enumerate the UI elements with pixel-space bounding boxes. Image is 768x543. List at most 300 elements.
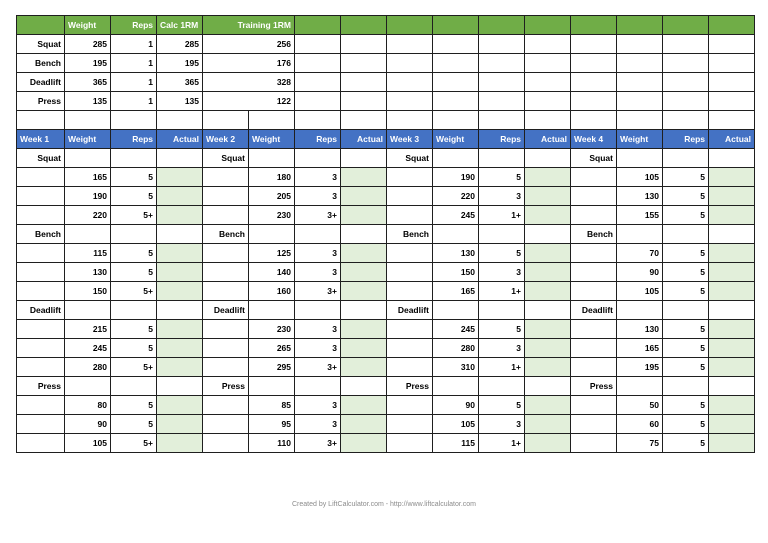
summary-reps[interactable]: 1 xyxy=(111,92,157,111)
empty-cell xyxy=(617,225,663,244)
lift-name: Deadlift xyxy=(17,301,65,320)
set-weight: 265 xyxy=(249,339,295,358)
set-weight: 165 xyxy=(65,168,111,187)
empty-cell xyxy=(571,73,617,92)
empty-cell xyxy=(65,149,111,168)
set-reps: 5 xyxy=(479,244,525,263)
summary-calc-1rm: 135 xyxy=(157,92,203,111)
set-weight: 195 xyxy=(617,358,663,377)
set-weight: 190 xyxy=(433,168,479,187)
set-weight: 90 xyxy=(433,396,479,415)
empty-cell xyxy=(17,282,65,301)
empty-cell xyxy=(249,149,295,168)
empty-cell xyxy=(525,92,571,111)
empty-cell xyxy=(295,111,341,130)
set-row xyxy=(17,206,755,225)
set-reps: 3+ xyxy=(295,282,341,301)
empty-cell xyxy=(663,35,709,54)
actual-reps-input[interactable] xyxy=(525,358,571,377)
actual-reps-input[interactable] xyxy=(709,320,755,339)
set-weight: 230 xyxy=(249,320,295,339)
actual-reps-input[interactable] xyxy=(709,263,755,282)
set-weight: 295 xyxy=(249,358,295,377)
set-weight: 50 xyxy=(617,396,663,415)
empty-cell xyxy=(709,301,755,320)
week-header-actual: Actual xyxy=(341,130,387,149)
set-reps: 5 xyxy=(479,396,525,415)
actual-reps-input[interactable] xyxy=(157,339,203,358)
summary-weight[interactable]: 195 xyxy=(65,54,111,73)
summary-weight[interactable]: 285 xyxy=(65,35,111,54)
week-header-actual: Actual xyxy=(525,130,571,149)
set-reps: 3 xyxy=(479,339,525,358)
empty-cell xyxy=(17,206,65,225)
set-weight: 130 xyxy=(617,187,663,206)
actual-reps-input[interactable] xyxy=(157,187,203,206)
week-label: Week 4 xyxy=(571,130,617,149)
empty-cell xyxy=(525,225,571,244)
set-reps: 5 xyxy=(111,244,157,263)
empty-cell xyxy=(387,73,433,92)
empty-cell xyxy=(525,35,571,54)
empty-cell xyxy=(387,434,433,453)
empty-cell xyxy=(479,301,525,320)
set-row xyxy=(17,434,755,453)
empty-cell xyxy=(479,35,525,54)
empty-cell xyxy=(571,35,617,54)
set-weight: 125 xyxy=(249,244,295,263)
set-reps: 3 xyxy=(479,187,525,206)
empty-cell xyxy=(479,149,525,168)
empty-cell xyxy=(65,111,111,130)
actual-reps-input[interactable] xyxy=(525,244,571,263)
actual-reps-input[interactable] xyxy=(525,187,571,206)
actual-reps-input[interactable] xyxy=(709,282,755,301)
empty-cell xyxy=(617,301,663,320)
empty-cell xyxy=(17,187,65,206)
summary-training-1rm: 256 xyxy=(203,35,295,54)
empty-cell xyxy=(295,35,341,54)
summary-reps[interactable]: 1 xyxy=(111,35,157,54)
actual-reps-input[interactable] xyxy=(341,244,387,263)
week-label: Week 3 xyxy=(387,130,433,149)
empty-cell xyxy=(111,377,157,396)
summary-weight[interactable]: 135 xyxy=(65,92,111,111)
empty-cell xyxy=(17,339,65,358)
empty-cell xyxy=(663,73,709,92)
summary-reps[interactable]: 1 xyxy=(111,73,157,92)
set-reps: 5 xyxy=(111,415,157,434)
set-row xyxy=(17,415,755,434)
empty-cell xyxy=(111,149,157,168)
set-row xyxy=(17,244,755,263)
set-weight: 245 xyxy=(65,339,111,358)
set-reps: 3+ xyxy=(295,206,341,225)
empty-cell xyxy=(617,92,663,111)
header-empty-cell xyxy=(341,16,387,35)
empty-cell xyxy=(571,320,617,339)
set-reps: 5+ xyxy=(111,282,157,301)
actual-reps-input[interactable] xyxy=(157,206,203,225)
empty-cell xyxy=(433,73,479,92)
set-weight: 75 xyxy=(617,434,663,453)
set-weight: 245 xyxy=(433,206,479,225)
empty-cell xyxy=(571,282,617,301)
empty-cell xyxy=(709,377,755,396)
actual-reps-input[interactable] xyxy=(709,187,755,206)
week-header-actual: Actual xyxy=(157,130,203,149)
empty-cell xyxy=(65,301,111,320)
actual-reps-input[interactable] xyxy=(525,396,571,415)
empty-cell xyxy=(387,396,433,415)
summary-weight[interactable]: 365 xyxy=(65,73,111,92)
empty-cell xyxy=(341,225,387,244)
actual-reps-input[interactable] xyxy=(157,358,203,377)
empty-cell xyxy=(295,225,341,244)
actual-reps-input[interactable] xyxy=(157,415,203,434)
set-weight: 245 xyxy=(433,320,479,339)
set-reps: 1+ xyxy=(479,434,525,453)
empty-cell xyxy=(387,415,433,434)
set-reps: 3+ xyxy=(295,434,341,453)
empty-cell xyxy=(111,111,157,130)
empty-cell xyxy=(433,54,479,73)
actual-reps-input[interactable] xyxy=(157,168,203,187)
set-reps: 3 xyxy=(479,415,525,434)
actual-reps-input[interactable] xyxy=(341,320,387,339)
actual-reps-input[interactable] xyxy=(341,187,387,206)
actual-reps-input[interactable] xyxy=(525,206,571,225)
empty-cell xyxy=(433,149,479,168)
summary-header-reps: Reps xyxy=(111,16,157,35)
empty-cell xyxy=(387,282,433,301)
empty-cell xyxy=(203,320,249,339)
week-label: Week 2 xyxy=(203,130,249,149)
footer-credit: Created by LiftCalculator.com - http://www.liftcalculator.com xyxy=(291,501,477,508)
empty-cell xyxy=(17,358,65,377)
set-reps: 3 xyxy=(479,263,525,282)
empty-cell xyxy=(295,377,341,396)
empty-cell xyxy=(387,244,433,263)
actual-reps-input[interactable] xyxy=(157,263,203,282)
week-header-row xyxy=(17,130,755,149)
actual-reps-input[interactable] xyxy=(709,206,755,225)
set-reps: 5 xyxy=(111,263,157,282)
set-reps: 5 xyxy=(111,339,157,358)
set-reps: 5 xyxy=(111,187,157,206)
actual-reps-input[interactable] xyxy=(341,206,387,225)
actual-reps-input[interactable] xyxy=(709,339,755,358)
set-weight: 165 xyxy=(617,339,663,358)
actual-reps-input[interactable] xyxy=(525,263,571,282)
empty-cell xyxy=(17,434,65,453)
empty-cell xyxy=(387,111,433,130)
actual-reps-input[interactable] xyxy=(157,396,203,415)
actual-reps-input[interactable] xyxy=(341,339,387,358)
empty-cell xyxy=(203,282,249,301)
lift-name: Press xyxy=(571,377,617,396)
empty-cell xyxy=(341,111,387,130)
empty-cell xyxy=(525,301,571,320)
week-header-weight: Weight xyxy=(249,130,295,149)
header-empty-cell xyxy=(387,16,433,35)
set-reps: 5 xyxy=(663,244,709,263)
empty-cell xyxy=(17,111,65,130)
summary-training-1rm: 328 xyxy=(203,73,295,92)
lift-name: Deadlift xyxy=(17,73,65,92)
actual-reps-input[interactable] xyxy=(709,415,755,434)
summary-header-calc-1rm: Calc 1RM xyxy=(157,16,203,35)
empty-cell xyxy=(479,111,525,130)
actual-reps-input[interactable] xyxy=(525,415,571,434)
set-reps: 3 xyxy=(295,320,341,339)
empty-cell xyxy=(387,187,433,206)
actual-reps-input[interactable] xyxy=(341,168,387,187)
set-row xyxy=(17,187,755,206)
set-weight: 115 xyxy=(65,244,111,263)
summary-training-1rm: 122 xyxy=(203,92,295,111)
week-header-weight: Weight xyxy=(433,130,479,149)
header-empty-cell xyxy=(663,16,709,35)
header-empty-cell xyxy=(295,16,341,35)
week-label: Week 1 xyxy=(17,130,65,149)
empty-cell xyxy=(709,73,755,92)
empty-cell xyxy=(571,263,617,282)
set-weight: 215 xyxy=(65,320,111,339)
lift-name-row xyxy=(17,225,755,244)
set-reps: 5 xyxy=(663,396,709,415)
set-row xyxy=(17,339,755,358)
summary-header-blank xyxy=(17,16,65,35)
week-header-reps: Reps xyxy=(111,130,157,149)
empty-cell xyxy=(17,320,65,339)
empty-cell xyxy=(571,187,617,206)
empty-cell xyxy=(387,320,433,339)
empty-cell xyxy=(571,168,617,187)
week-header-actual: Actual xyxy=(709,130,755,149)
set-reps: 1+ xyxy=(479,206,525,225)
set-reps: 5+ xyxy=(111,434,157,453)
set-reps: 5 xyxy=(663,339,709,358)
actual-reps-input[interactable] xyxy=(709,396,755,415)
empty-cell xyxy=(617,54,663,73)
empty-cell xyxy=(203,358,249,377)
empty-cell xyxy=(571,358,617,377)
actual-reps-input[interactable] xyxy=(709,358,755,377)
actual-reps-input[interactable] xyxy=(341,263,387,282)
empty-cell xyxy=(387,54,433,73)
empty-cell xyxy=(709,111,755,130)
set-reps: 5 xyxy=(663,415,709,434)
empty-cell xyxy=(111,225,157,244)
empty-cell xyxy=(387,35,433,54)
lift-name: Squat xyxy=(387,149,433,168)
empty-cell xyxy=(203,434,249,453)
empty-cell xyxy=(663,54,709,73)
lift-name: Bench xyxy=(571,225,617,244)
actual-reps-input[interactable] xyxy=(157,320,203,339)
set-reps: 5 xyxy=(663,434,709,453)
actual-reps-input[interactable] xyxy=(341,415,387,434)
empty-cell xyxy=(571,244,617,263)
lift-name: Bench xyxy=(17,225,65,244)
lift-name-row xyxy=(17,149,755,168)
empty-cell xyxy=(433,92,479,111)
spacer-row xyxy=(17,111,755,130)
empty-cell xyxy=(203,244,249,263)
set-reps: 5 xyxy=(111,320,157,339)
actual-reps-input[interactable] xyxy=(709,434,755,453)
actual-reps-input[interactable] xyxy=(341,358,387,377)
empty-cell xyxy=(571,396,617,415)
actual-reps-input[interactable] xyxy=(157,282,203,301)
header-empty-cell xyxy=(617,16,663,35)
lift-name: Press xyxy=(387,377,433,396)
summary-calc-1rm: 285 xyxy=(157,35,203,54)
set-weight: 155 xyxy=(617,206,663,225)
set-weight: 150 xyxy=(65,282,111,301)
set-weight: 95 xyxy=(249,415,295,434)
summary-row xyxy=(17,35,755,54)
set-reps: 5 xyxy=(663,358,709,377)
actual-reps-input[interactable] xyxy=(157,244,203,263)
empty-cell xyxy=(617,73,663,92)
empty-cell xyxy=(341,149,387,168)
set-weight: 130 xyxy=(433,244,479,263)
empty-cell xyxy=(433,35,479,54)
lift-name: Squat xyxy=(203,149,249,168)
summary-header-training-1rm: Training 1RM xyxy=(203,16,295,35)
lift-name-row xyxy=(17,301,755,320)
summary-training-1rm: 176 xyxy=(203,54,295,73)
week-header-weight: Weight xyxy=(617,130,663,149)
set-reps: 5 xyxy=(663,206,709,225)
set-weight: 105 xyxy=(617,282,663,301)
empty-cell xyxy=(387,206,433,225)
empty-cell xyxy=(663,301,709,320)
empty-cell xyxy=(341,73,387,92)
empty-cell xyxy=(663,149,709,168)
actual-reps-input[interactable] xyxy=(525,168,571,187)
lift-name: Deadlift xyxy=(203,301,249,320)
set-reps: 3 xyxy=(295,168,341,187)
set-reps: 5 xyxy=(663,282,709,301)
summary-reps[interactable]: 1 xyxy=(111,54,157,73)
set-reps: 5 xyxy=(479,320,525,339)
lift-name: Squat xyxy=(17,35,65,54)
empty-cell xyxy=(525,54,571,73)
empty-cell xyxy=(709,92,755,111)
empty-cell xyxy=(203,415,249,434)
empty-cell xyxy=(387,358,433,377)
empty-cell xyxy=(709,149,755,168)
header-empty-cell xyxy=(479,16,525,35)
empty-cell xyxy=(663,377,709,396)
set-reps: 3 xyxy=(295,187,341,206)
set-row xyxy=(17,168,755,187)
empty-cell xyxy=(157,149,203,168)
empty-cell xyxy=(157,111,203,130)
set-weight: 190 xyxy=(65,187,111,206)
set-weight: 90 xyxy=(65,415,111,434)
actual-reps-input[interactable] xyxy=(709,168,755,187)
set-weight: 90 xyxy=(617,263,663,282)
empty-cell xyxy=(295,149,341,168)
empty-cell xyxy=(341,377,387,396)
set-weight: 115 xyxy=(433,434,479,453)
actual-reps-input[interactable] xyxy=(341,282,387,301)
set-weight: 220 xyxy=(65,206,111,225)
lift-name: Bench xyxy=(387,225,433,244)
actual-reps-input[interactable] xyxy=(341,396,387,415)
empty-cell xyxy=(571,92,617,111)
empty-cell xyxy=(387,168,433,187)
set-reps: 1+ xyxy=(479,358,525,377)
empty-cell xyxy=(295,92,341,111)
empty-cell xyxy=(387,339,433,358)
empty-cell xyxy=(479,225,525,244)
empty-cell xyxy=(17,415,65,434)
header-empty-cell xyxy=(571,16,617,35)
set-row xyxy=(17,396,755,415)
empty-cell xyxy=(17,396,65,415)
actual-reps-input[interactable] xyxy=(709,244,755,263)
empty-cell xyxy=(341,54,387,73)
set-weight: 230 xyxy=(249,206,295,225)
empty-cell xyxy=(571,339,617,358)
actual-reps-input[interactable] xyxy=(525,339,571,358)
empty-cell xyxy=(203,396,249,415)
set-reps: 1+ xyxy=(479,282,525,301)
lift-name: Press xyxy=(203,377,249,396)
empty-cell xyxy=(571,434,617,453)
actual-reps-input[interactable] xyxy=(525,282,571,301)
summary-header-weight: Weight xyxy=(65,16,111,35)
set-weight: 310 xyxy=(433,358,479,377)
set-weight: 110 xyxy=(249,434,295,453)
set-weight: 140 xyxy=(249,263,295,282)
set-reps: 5 xyxy=(663,320,709,339)
set-reps: 5+ xyxy=(111,358,157,377)
actual-reps-input[interactable] xyxy=(525,320,571,339)
empty-cell xyxy=(433,111,479,130)
empty-cell xyxy=(479,54,525,73)
set-weight: 160 xyxy=(249,282,295,301)
empty-cell xyxy=(157,301,203,320)
summary-calc-1rm: 195 xyxy=(157,54,203,73)
empty-cell xyxy=(663,111,709,130)
week-header-reps: Reps xyxy=(479,130,525,149)
set-reps: 5 xyxy=(479,168,525,187)
empty-cell xyxy=(295,73,341,92)
week-header-reps: Reps xyxy=(295,130,341,149)
empty-cell xyxy=(17,263,65,282)
empty-cell xyxy=(709,54,755,73)
empty-cell xyxy=(203,187,249,206)
actual-reps-input[interactable] xyxy=(341,434,387,453)
actual-reps-input[interactable] xyxy=(157,434,203,453)
actual-reps-input[interactable] xyxy=(525,434,571,453)
set-reps: 3 xyxy=(295,244,341,263)
set-weight: 130 xyxy=(617,320,663,339)
set-reps: 5 xyxy=(663,187,709,206)
set-reps: 5 xyxy=(663,168,709,187)
set-weight: 105 xyxy=(617,168,663,187)
empty-cell xyxy=(249,225,295,244)
empty-cell xyxy=(571,54,617,73)
empty-cell xyxy=(341,301,387,320)
lift-name: Deadlift xyxy=(571,301,617,320)
